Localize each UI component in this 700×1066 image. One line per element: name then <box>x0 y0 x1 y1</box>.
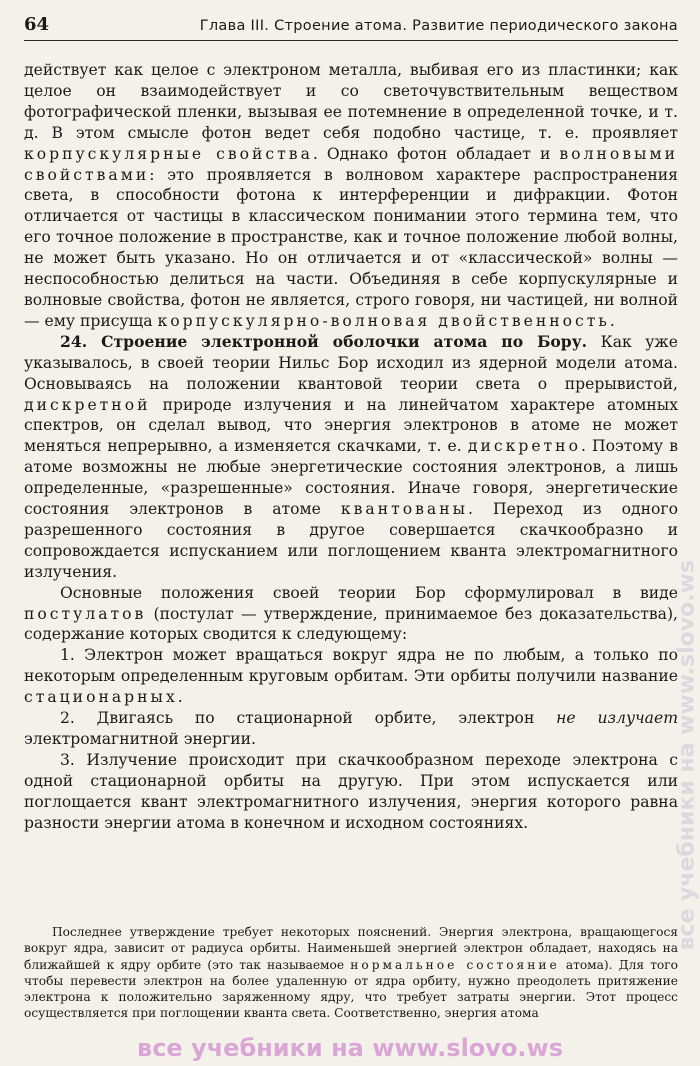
text-run: Основные положения своей теории Бор сформулировал в виде <box>60 583 678 602</box>
paragraph-photon <box>24 60 678 332</box>
text-run: атома). Для того чтобы перевести электрон на более удаленную от ядра орбиту, нужно преодолеть притяжение электрона к положительно заряженному ядру, что требует затраты энергии. Этот процесс осуществляется при поглощении кванта света. Соответственно, энергия атома <box>24 957 678 1021</box>
text-run: Как уже указывалось, в своей теории Нильс Бор исходил из ядерной модели атома. Основываясь на положении квантовой теории света о прерывистой, <box>24 332 678 393</box>
spaced-term: нормальное состояние <box>350 957 560 972</box>
text-run: природе излучения и на линейчатом характере атомных спектров, он сделал вывод, что энергия электронов в атоме не может меняться непрерывно, а изменяется скачками, т. е. <box>24 395 678 456</box>
main-text <box>24 60 678 834</box>
page-header <box>24 14 678 41</box>
postulate-3 <box>24 750 678 834</box>
text-run: . <box>609 311 615 330</box>
text-run: электромагнитной энергии. <box>24 730 257 748</box>
section-24 <box>24 332 678 583</box>
running-title: Глава III. Строение атома. Развитие периодического закона <box>199 18 678 34</box>
spaced-term: постулатов <box>24 604 147 623</box>
postulate-2 <box>24 708 678 750</box>
italic-term: не излучает <box>556 709 678 728</box>
spaced-term: корпускулярно-волновая двойственность <box>157 311 610 330</box>
postulates-intro <box>24 583 678 646</box>
spaced-term: квантованы <box>340 500 469 519</box>
page-number: 64 <box>24 14 50 35</box>
section-heading: 24. Строение электронной оболочки атома по Бору. <box>60 331 588 351</box>
spaced-term: волновыми свойствами <box>24 144 678 184</box>
text-run: . Поэтому в атоме возможны не любые энергетические состояния электронов, а лишь определенные, «разрешенные» состояния. Иначе говоря, энергетические состояния электронов в атоме <box>24 437 678 519</box>
text-run: : это проявляется в волновом характере распространения света, в способности фотона к интерференции и дифракции. Фотон отличается от частицы в классическом понимании этого термина тем, что его точное положение в пространстве, как и точное положение любой волны, не может быть указано. Но он отличается и от «классической» волны — неспособностью делиться на части. Объединяя в себе корпускулярные и волновые свойства, фотон не является, строго говоря, ни частицей, ни волной — ему присуща <box>24 165 678 330</box>
spaced-term: корпускулярные свойства <box>24 144 313 163</box>
spaced-term: стационарных <box>24 688 178 707</box>
postulate-1 <box>24 645 678 708</box>
text-run: (постулат — утверждение, принимаемое без доказательства), содержание которых сводится к следующему: <box>24 604 678 644</box>
text-run: 2. Двигаясь по стационарной орбите, электрон <box>60 709 557 728</box>
spaced-term: дискретной <box>24 395 151 414</box>
text-run: . Однако фотон обладает и <box>312 144 560 163</box>
side-watermark: все учебники на www.slovo.ws <box>674 560 699 951</box>
footnote-paragraph <box>24 924 678 1022</box>
text-run: Последнее утверждение требует некоторых пояснений. Энергия электрона, вращающегося вокруг ядра, зависит от радиуса орбиты. Наименьшей энергией электрон обладает, находясь на ближайшей к ядру орбите (это так называемое <box>24 925 678 972</box>
text-run: 1. Электрон может вращаться вокруг ядра не по любым, а только по некоторым определенным круговым орбитам. Эти орбиты получили название <box>24 646 678 686</box>
footnote <box>24 924 678 1022</box>
text-run: . <box>177 688 183 707</box>
text-run: действует как целое с электроном металла, выбивая его из пластинки; как целое он взаимодействует и со светочувствительным веществом фотографической пленки, вызывая ее потемнение в определенной точке, и т. д. В этом смысле фотон ведет себя подобно частице, т. е. проявляет <box>24 61 678 142</box>
spaced-term: дискретно <box>467 437 581 456</box>
text-run: 3. Излучение происходит при скачкообразном переходе электрона с одной стационарной орбиты на другую. При этом испускается или поглощается квант электромагнитного излучения, энергия которого равна разности энергии атома в конечном и исходном состояниях. <box>24 750 678 832</box>
bottom-watermark: все учебники на www.slovo.ws <box>137 1034 563 1062</box>
text-run: . Переход из одного разрешенного состояния в другое совершается скачкообразно и сопровождается испусканием или поглощением кванта электромагнитного излучения. <box>24 500 678 581</box>
